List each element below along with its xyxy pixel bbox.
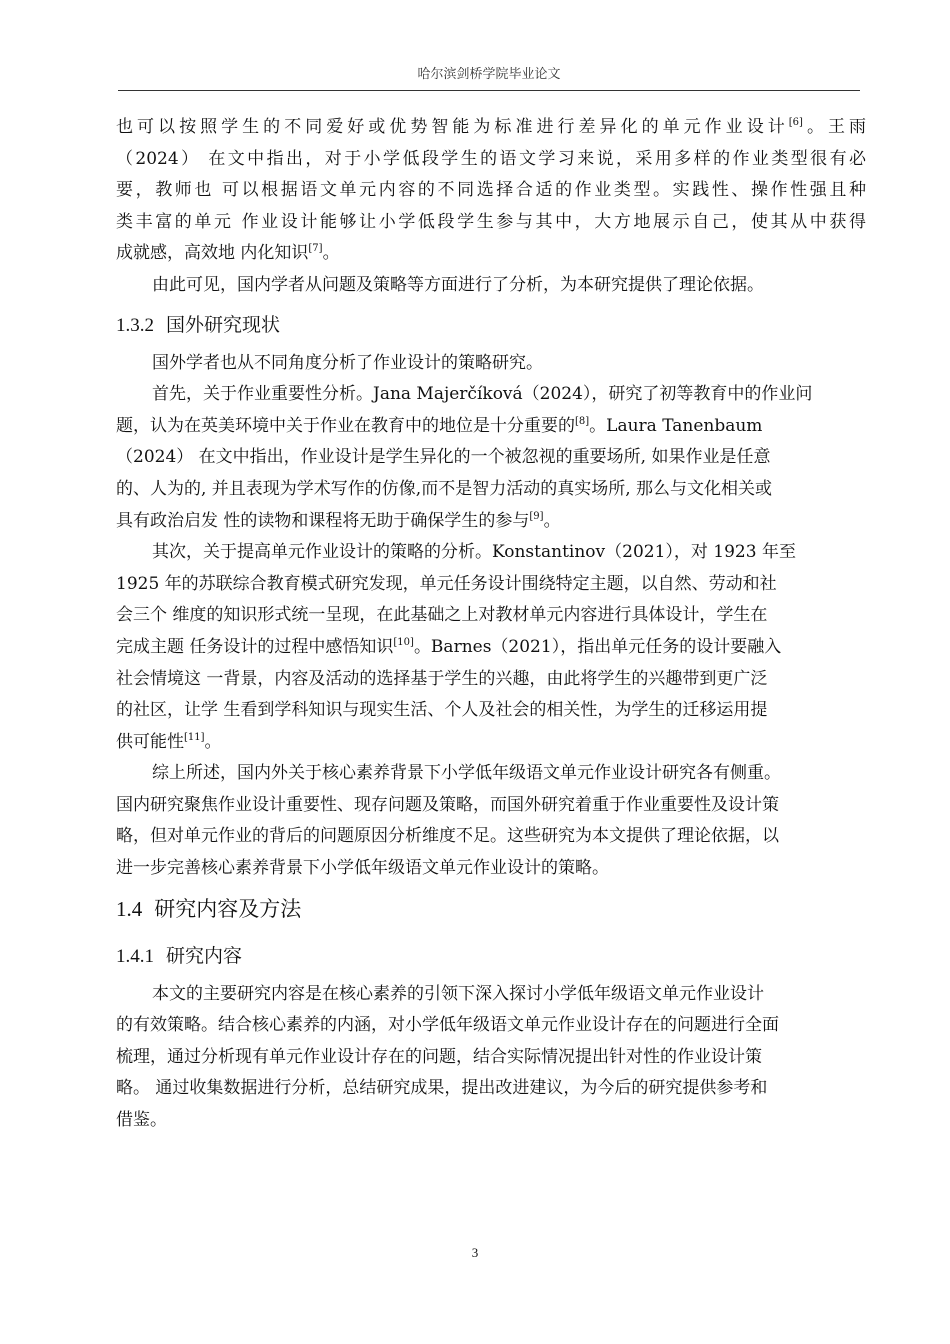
text-line: （2024） 在文中指出，作业设计是学生异化的一个被忽视的重要场所, 如果作业是任意 (116, 447, 771, 468)
text-line: 梳理，通过分析现有单元作业设计存在的问题，结合实际情况提出针对性的作业设计策 (116, 1046, 762, 1067)
text-line: 综上所述，国内外关于核心素养背景下小学低年级语文单元作业设计研究各有侧重。 (152, 763, 781, 784)
text-line: 要，教师也 可以根据语文单元内容的不同选择合适的作业类型。实践性、操作性强且种 (116, 180, 866, 201)
text-line: 成就感，高效地 内化知识[7]。 (116, 243, 340, 264)
text-line: 具有政治启发 性的读物和课程将无助于确保学生的参与[9]。 (116, 510, 561, 531)
text-line: 首先，关于作业重要性分析。Jana Majerčíková（2024），研究了初等教育中的作业问 (152, 384, 813, 405)
text-line: 略，但对单元作业的背后的问题原因分析维度不足。这些研究为本文提供了理论依据，以 (116, 826, 779, 847)
header-title: 哈尔滨剑桥学院毕业论文 (417, 67, 561, 82)
document-body (116, 112, 866, 1137)
text-line: （2024） 在文中指出，对于小学低段学生的语文学习来说，采用多样的作业类型很有必 (116, 148, 866, 169)
citation: [9] (529, 510, 544, 522)
page-header (118, 60, 860, 91)
page-number: 3 (471, 1245, 479, 1260)
text-line: 题，认为在英美环境中关于作业在教育中的地位是十分重要的[8]。Laura Tanenbaum (116, 415, 763, 436)
text-line: 其次，关于提高单元作业设计的策略的分析。Konstantinov（2021），对 1923 年至 (152, 542, 796, 563)
text-line: 进一步完善核心素养背景下小学低年级语文单元作业设计的策略。 (116, 858, 609, 879)
citation: [8] (575, 415, 590, 427)
text-line: 供可能性[11]。 (116, 731, 222, 752)
text-line: 会三个 维度的知识形式统一呈现，在此基础之上对教材单元内容进行具体设计，学生在 (116, 605, 768, 626)
citation: [11] (184, 731, 205, 743)
chapter-heading: 1.4 研究内容及方法 (116, 896, 302, 921)
citation: [6] (788, 117, 803, 128)
text-line: 完成主题 任务设计的过程中感悟知识[10]。Barnes（2021），指出单元任务的设计要融入 (116, 636, 782, 657)
text-line: 1925 年的苏联综合教育模式研究发现，单元任务设计围绕特定主题，以自然、劳动和社 (116, 573, 777, 594)
text-line: 的社区，让学 生看到学科知识与现实生活、个人及社会的相关性，为学生的迁移运用提 (116, 700, 768, 721)
citation: [10] (393, 636, 414, 648)
text-line: 略。 通过收集数据进行分析，总结研究成果，提出改进建议，为今后的研究提供参考和 (116, 1078, 768, 1099)
text-line: 的、人为的, 并且表现为学术写作的仿像,而不是智力活动的真实场所, 那么与文化相关或 (116, 478, 773, 499)
text-line: 社会情境这 一背景，内容及活动的选择基于学生的兴趣，由此将学生的兴趣带到更广泛 (116, 668, 768, 689)
section-heading: 1.3.2 国外研究现状 (116, 313, 281, 336)
text-line: 的有效策略。结合核心素养的内涵，对小学低年级语文单元作业设计存在的问题进行全面 (116, 1015, 779, 1036)
text-line: 国外学者也从不同角度分析了作业设计的策略研究。 (152, 352, 543, 373)
text-line: 国内研究聚焦作业设计重要性、现存问题及策略，而国外研究着重于作业重要性及设计策 (116, 794, 779, 815)
section-heading: 1.4.1 研究内容 (116, 944, 243, 967)
text-line: 本文的主要研究内容是在核心素养的引领下深入探讨小学低年级语文单元作业设计 (152, 983, 764, 1004)
text-line: 借鉴。 (116, 1110, 167, 1131)
text-line: 也可以按照学生的不同爱好或优势智能为标准进行差异化的单元作业设计[6]。王雨 (116, 117, 866, 137)
citation: [7] (308, 243, 323, 255)
text-line: 类丰富的单元 作业设计能够让小学低段学生参与其中，大方地展示自己，使其从中获得 (116, 211, 866, 232)
text-line: 由此可见，国内学者从问题及策略等方面进行了分析，为本研究提供了理论依据。 (152, 274, 764, 295)
